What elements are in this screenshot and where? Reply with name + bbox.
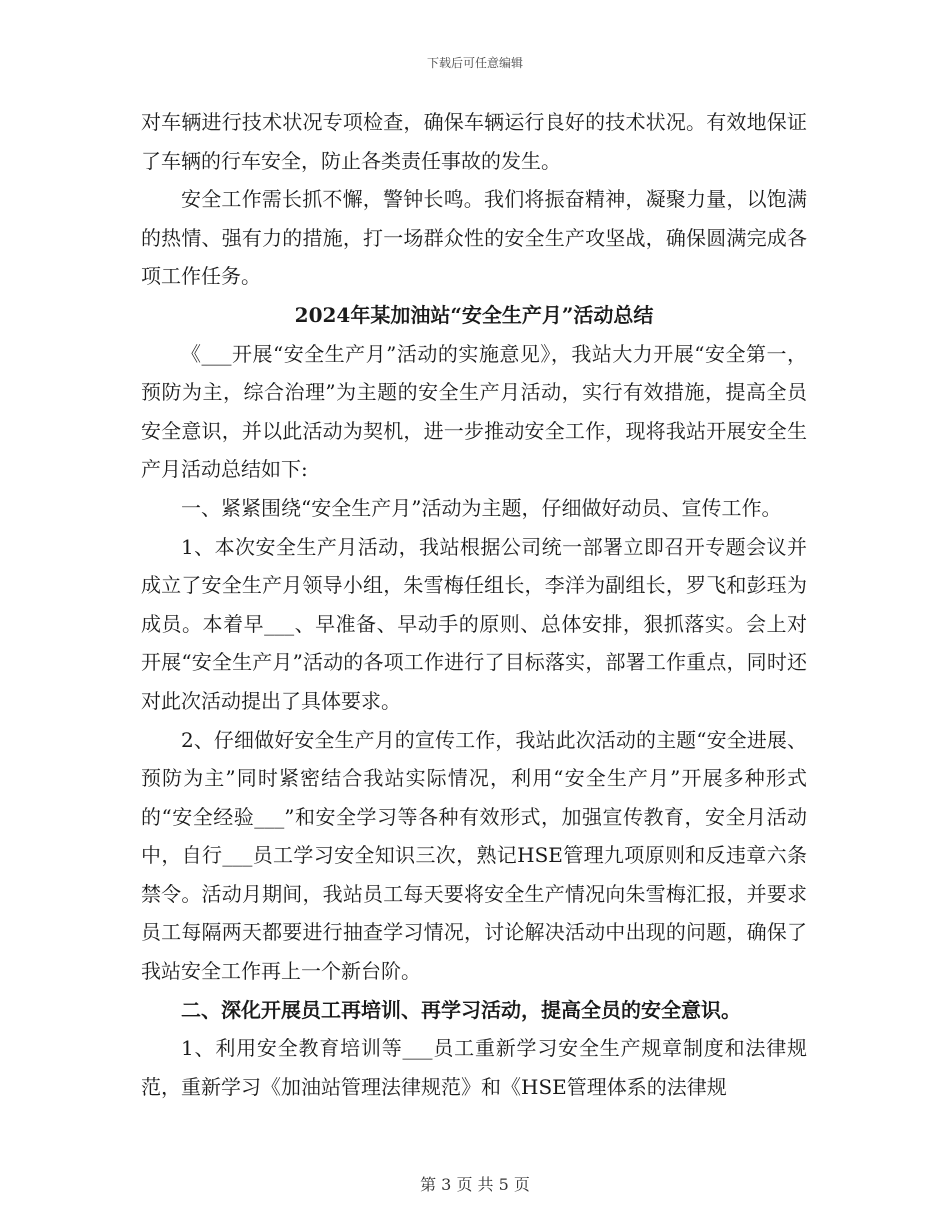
paragraph-heading-1: 一、紧紧围绕“安全生产月”活动为主题，仔细做好动员、宣传工作。 [181,495,782,520]
paragraph-item-1: 1、本次安全生产月活动，我站根据公司统一部署立即召开专题会议并成立了安全生产月领导小组，朱雪梅任组长，李洋为副组长，罗飞和彭珏为成员。本着早___、早准备、早动手的原则、总体安排，狠抓落实。会上对开展“安全生产月”活动的各项工作进行了目标落实，部署工作重点，同时还对此次活动提出了具体要求。 [141,534,807,713]
section-title: 2024年某加油站“安全生产月”活动总结 [294,302,654,327]
paragraph-continuation: 对车辆进行技术状况专项检查，确保车辆运行良好的技术状况。有效地保证了车辆的行车安全，防止各类责任事故的发生。 [141,110,807,173]
paragraph-safety-work: 安全工作需长抓不懈，警钟长鸣。我们将振奋精神，凝聚力量，以饱满的热情、强有力的措施，打一场群众性的安全生产攻坚战，确保圆满完成各项工作任务。 [141,187,807,289]
paragraph-item-2: 2、仔细做好安全生产月的宣传工作，我站此次活动的主题“安全进展、预防为主”同时紧密结合我站实际情况，利用“安全生产月”开展多种形式的“安全经验___”和安全学习等各种有效形式，加强宣传教育，安全月活动中，自行___员工学习安全知识三次，熟记HSE管理九项原则和反违章六条禁令。活动月期间，我站员工每天要将安全生产情况向朱雪梅汇报，并要求员工每隔两天都要进行抽查学习情况，讨论解决活动中出现的问题，确保了我站安全工作再上一个新台阶。 [141,727,807,984]
document-body [141,103,807,1106]
page-footer: 第 3 页 共 5 页 [420,1175,530,1194]
paragraph-intro: 《___开展“安全生产月”活动的实施意见》，我站大力开展“安全第一，预防为主，综合治理”为主题的安全生产月活动，实行有效措施，提高全员安全意识，并以此活动为契机，进一步推动安全工作，现将我站开展安全生产月活动总结如下: [141,341,807,482]
page-header: 下载后可任意编辑 [426,56,523,70]
paragraph-heading-2: 二、深化开展员工再培训、再学习活动，提高全员的安全意识。 [181,997,741,1022]
paragraph-item-2-1: 1、利用安全教育培训等___员工重新学习安全生产规章制度和法律规范，重新学习《加油站管理法律规范》和《HSE管理体系的法律规 [141,1036,807,1099]
